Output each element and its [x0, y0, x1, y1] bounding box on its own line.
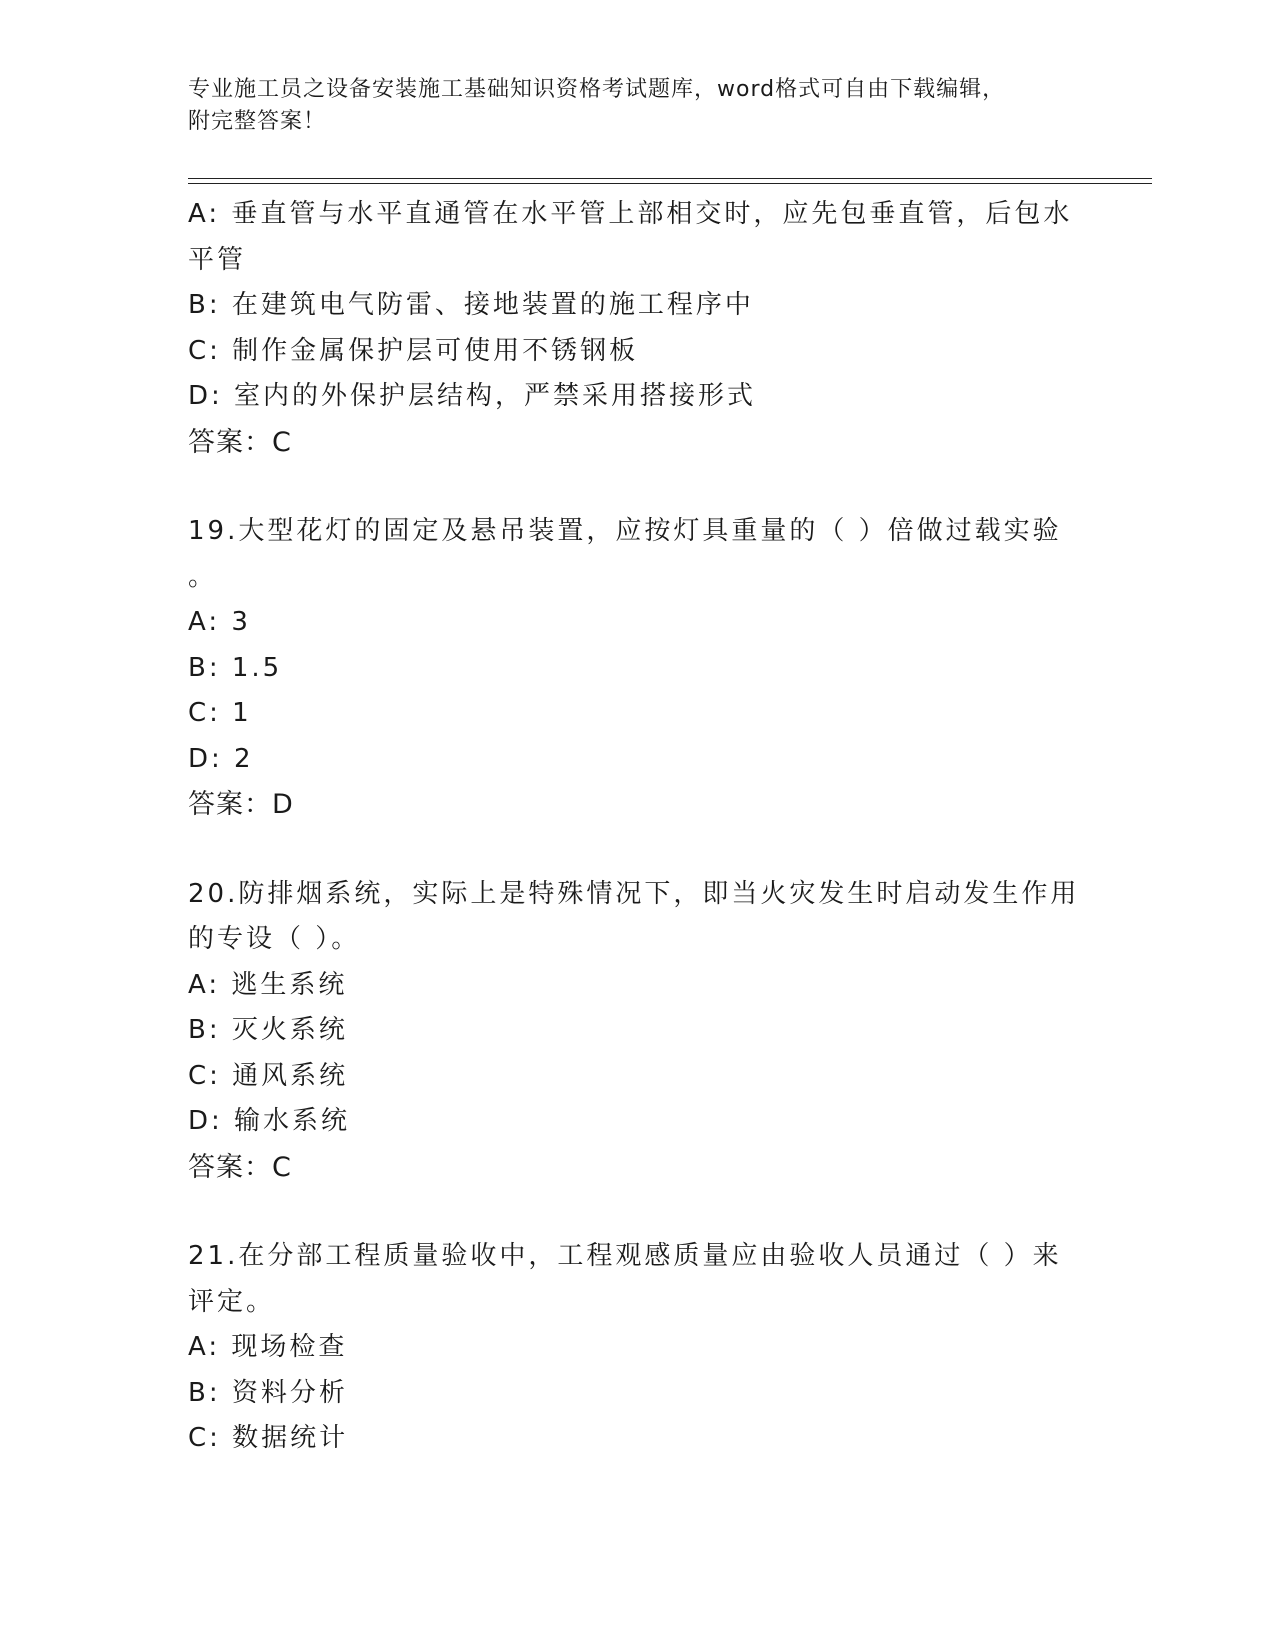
question-list [188, 192, 1088, 1462]
spacer [188, 465, 1088, 509]
option-c: C: 制作金属保护层可使用不锈钢板 [188, 335, 639, 366]
answer: 答案：D [188, 789, 294, 820]
answer: 答案：C [188, 426, 292, 458]
question-21 [188, 1234, 1088, 1462]
option-b: B: 在建筑电气防雷、接地装置的施工程序中 [188, 290, 754, 320]
option-b: B: 灭火系统 [188, 1015, 348, 1045]
spacer [188, 1190, 1088, 1234]
question-18 [188, 192, 1088, 465]
question-20 [188, 872, 1088, 1191]
option-c: C: 数据统计 [188, 1423, 349, 1453]
question-text-line-1: 19.大型花灯的固定及悬吊装置，应按灯具重量的（ ）倍做过载实验 [188, 516, 1062, 546]
option-d: D: 2 [188, 743, 254, 774]
question-19 [188, 509, 1088, 828]
question-text-line-2: 评定。 [188, 1286, 276, 1317]
option-c: C: 通风系统 [188, 1060, 349, 1091]
header-line-2: 附完整答案！ [188, 109, 327, 134]
question-text-line-1: 21.在分部工程质量验收中，工程观感质量应由验收人员通过（ ）来 [188, 1241, 1062, 1271]
question-text-line-2: 的专设（ ）。 [188, 924, 361, 954]
option-d: D: 输水系统 [188, 1106, 351, 1136]
header-line-1: 专业施工员之设备安装施工基础知识资格考试题库，word格式可自由下载编辑， [188, 77, 1006, 102]
option-b: B: 1.5 [188, 652, 283, 683]
option-a: A: 现场检查 [188, 1332, 348, 1362]
option-a: A: 3 [188, 607, 251, 637]
header-divider-top [188, 178, 1152, 179]
option-a: A: 逃生系统 [188, 969, 348, 1000]
option-b: B: 资料分析 [188, 1377, 348, 1408]
option-c: C: 1 [188, 698, 252, 728]
document-header [188, 74, 1068, 138]
answer: 答案：C [188, 1151, 292, 1183]
header-divider-bottom [188, 183, 1152, 184]
spacer [188, 828, 1088, 872]
option-d: D: 室内的外保护层结构，严禁采用搭接形式 [188, 381, 757, 411]
question-text-line-2: 。 [188, 561, 218, 592]
question-text-line-1: 20.防排烟系统，实际上是特殊情况下，即当火灾发生时启动发生作用 [188, 878, 1080, 909]
option-a-line-2: 平管 [188, 244, 247, 275]
option-a-line-1: A: 垂直管与水平直通管在水平管上部相交时，应先包垂直管，后包水 [188, 199, 1073, 229]
